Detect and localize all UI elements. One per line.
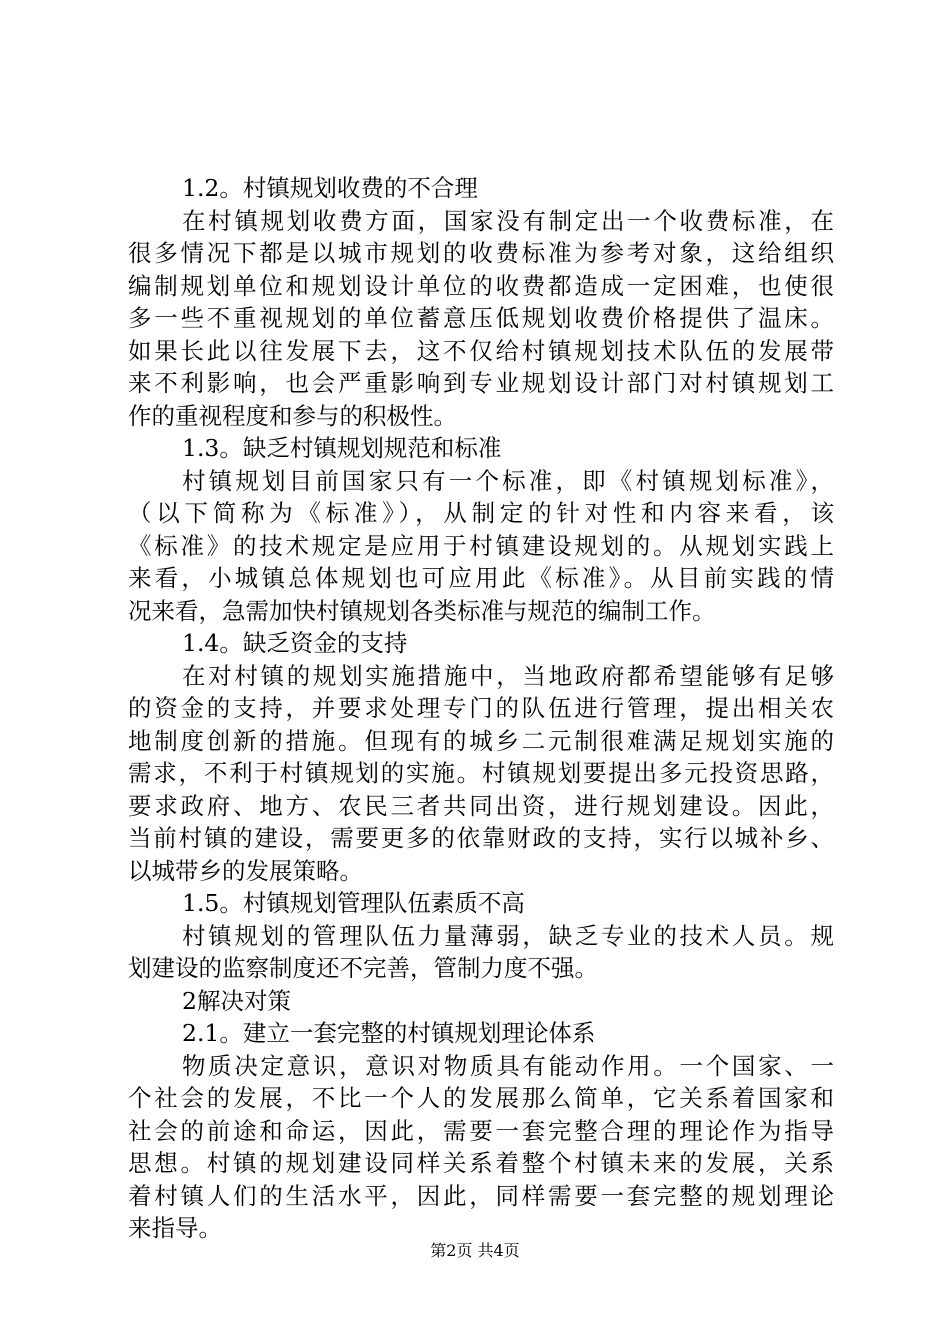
paragraph-line: 来看，小城镇总体规划也可应用此《标准》。从目前实践的情	[128, 564, 834, 592]
paragraph-line: 地制度创新的措施。但现有的城乡二元制很难满足规划实施的	[128, 726, 834, 755]
paragraph-line: 况来看，急需加快村镇规划各类标准与规范的编制工作。	[128, 596, 716, 625]
section-heading: 1.5。村镇规划管理队伍素质不高	[182, 889, 525, 917]
paragraph-line: 来不利影响，也会严重影响到专业规划设计部门对村镇规划工	[128, 369, 834, 397]
paragraph-line: 思想。村镇的规划建设同样关系着整个村镇未来的发展，关系	[128, 1149, 834, 1177]
paragraph-line: （以下简称为《标准》），从制定的针对性和内容来看，该	[128, 499, 834, 527]
paragraph-line: 物质决定意识，意识对物质具有能动作用。一个国家、一	[182, 1051, 834, 1080]
paragraph-line: 很多情况下都是以城市规划的收费标准为参考对象，这给组织	[128, 239, 834, 267]
paragraph-line: 以城带乡的发展策略。	[128, 856, 363, 885]
paragraph-line: 在对村镇的规划实施措施中，当地政府都希望能够有足够	[182, 661, 834, 690]
paragraph-line: 村镇规划的管理队伍力量薄弱，缺乏专业的技术人员。规	[182, 921, 834, 950]
paragraph-line: 作的重视程度和参与的积极性。	[128, 401, 457, 430]
paragraph-line: 多一些不重视规划的单位蓄意压低规划收费价格提供了温床。	[128, 304, 834, 332]
paragraph-line: 编制规划单位和规划设计单位的收费都造成一定困难，也使很	[128, 271, 834, 300]
section-heading: 2.1。建立一套完整的村镇规划理论体系	[182, 1019, 596, 1047]
paragraph-line: 着村镇人们的生活水平，因此，同样需要一套完整的规划理论	[128, 1181, 834, 1210]
section-heading: 1.4。缺乏资金的支持	[182, 629, 408, 657]
paragraph-line: 来指导。	[128, 1214, 222, 1242]
paragraph-line: 社会的前途和命运，因此，需要一套完整合理的理论作为指导	[128, 1116, 834, 1145]
paragraph-line: 个社会的发展，不比一个人的发展那么简单，它关系着国家和	[128, 1084, 834, 1112]
page-number: 第2页 共4页	[430, 1241, 520, 1260]
paragraph-line: 划建设的监察制度还不完善，管制力度不强。	[128, 954, 598, 982]
paragraph-line: 如果长此以往发展下去，这不仅给村镇规划技术队伍的发展带	[128, 336, 834, 365]
paragraph-line: 村镇规划目前国家只有一个标准，即《村镇规划标准》，	[182, 466, 834, 495]
paragraph-line: 的资金的支持，并要求处理专门的队伍进行管理，提出相关农	[128, 694, 834, 722]
paragraph-line: 需求，不利于村镇规划的实施。村镇规划要提出多元投资思路，	[128, 759, 834, 787]
paragraph-line: 当前村镇的建设，需要更多的依靠财政的支持，实行以城补乡、	[128, 824, 834, 852]
section-heading: 1.3。缺乏村镇规划规范和标准	[182, 434, 502, 462]
chapter-heading: 2解决对策	[182, 986, 291, 1015]
document-body	[128, 172, 834, 1245]
paragraph-line: 要求政府、地方、农民三者共同出资，进行规划建设。因此，	[128, 791, 834, 820]
section-heading: 1.2。村镇规划收费的不合理	[182, 174, 478, 202]
paragraph-line: 《标准》的技术规定是应用于村镇建设规划的。从规划实践上	[128, 531, 834, 560]
paragraph-line: 在村镇规划收费方面，国家没有制定出一个收费标准，在	[182, 206, 834, 235]
